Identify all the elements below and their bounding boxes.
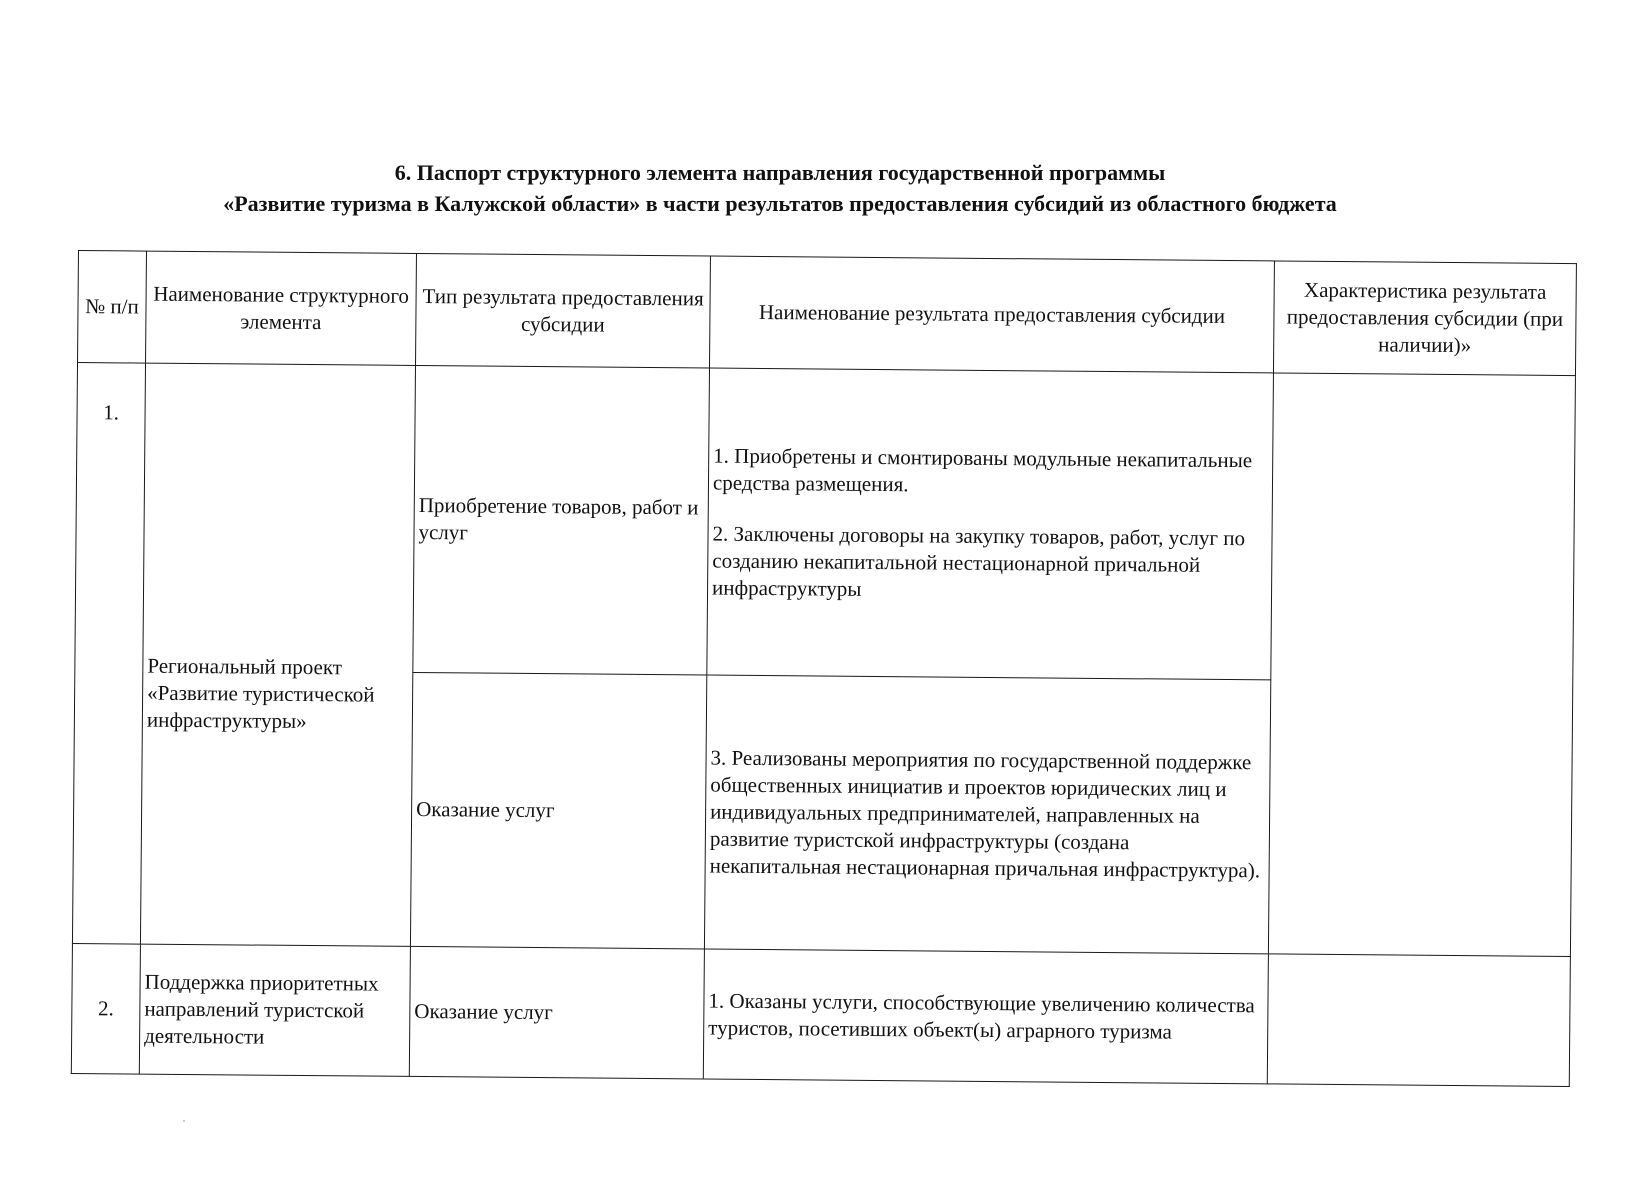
row-2-result-characteristic <box>1267 954 1570 1087</box>
header-element-name: Наименование структурного элемента <box>146 251 417 365</box>
row-2-num: 2. <box>71 943 140 1074</box>
passport-table-container <box>71 250 1576 1087</box>
table-header-row <box>78 251 1577 376</box>
scan-speck <box>183 1120 185 1122</box>
row-1a-result-type: Приобретение товаров, работ и услуг <box>413 365 710 675</box>
header-num: № п/п <box>78 251 147 364</box>
row-1b-result-type: Оказание услуг <box>410 672 706 949</box>
row-1-num: 1. <box>72 363 145 945</box>
row-2-element-name: Поддержка приоритетных направлений туристской деятельности <box>139 944 410 1076</box>
row-1-element-name: Региональный проект «Развитие туристической инфраструктуры» <box>140 363 415 946</box>
result-item: 1. Приобретены и смонтированы модульные некапитальные средства размещения. <box>712 443 1253 496</box>
result-item: 3. Реализованы мероприятия по государственной поддержке общественных инициатив и проектов юридических лиц и индивидуальных предпринимателей, направленных на развитие туристской инфраструктуры (создана некапитальная нестационарная причальная инфраструктура). <box>709 745 1261 883</box>
header-result-characteristic: Характеристика результата предоставления субсидии (при наличии)» <box>1273 261 1576 376</box>
title-line-2: «Развитие туризма в Калужской области» в части результатов предоставления субсидий из областного бюджета <box>223 191 1337 216</box>
header-result-name: Наименование результата предоставления субсидии <box>709 256 1274 373</box>
row-1-result-characteristic <box>1268 373 1575 957</box>
header-result-type: Тип результата предоставления субсидии <box>416 253 711 368</box>
table-row <box>75 363 1576 683</box>
row-1a-result-names <box>707 368 1274 680</box>
document-title <box>100 157 1460 219</box>
result-item: 2. Заключены договоры на закупку товаров, работ, услуг по созданию некапитальной нестационарной причальной инфраструктуры <box>711 521 1246 601</box>
result-item: 1. Оказаны услуги, способствующие увеличению количества туристов, посетивших объект(ы) аграрного туризма <box>708 988 1255 1044</box>
title-line-1: 6. Паспорт структурного элемента направления государственной программы <box>394 160 1166 185</box>
passport-table <box>71 250 1577 1087</box>
row-2-result-names <box>703 949 1268 1084</box>
row-1b-result-names <box>704 675 1270 954</box>
table-row <box>71 943 1570 1086</box>
row-2-result-type: Оказание услуг <box>409 946 704 1079</box>
